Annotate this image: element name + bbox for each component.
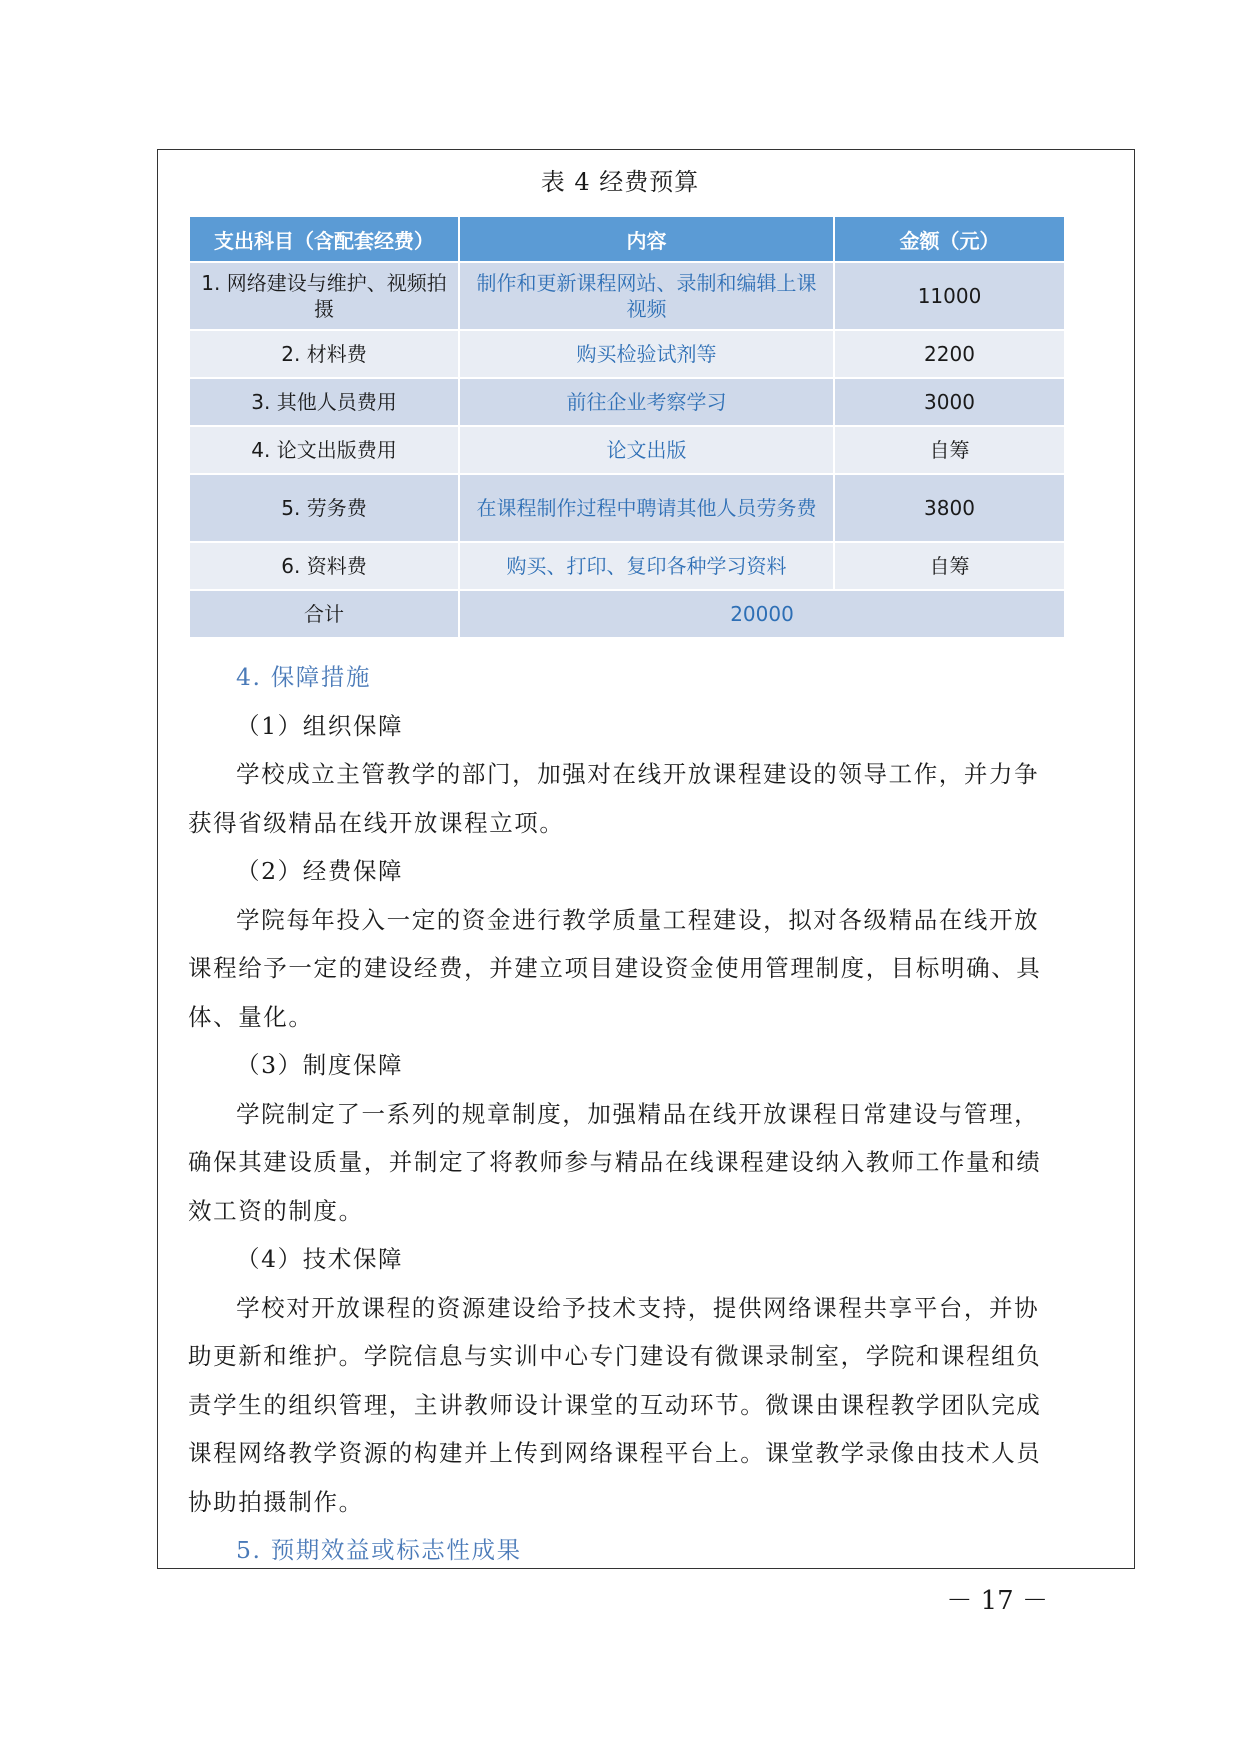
table-row — [189, 426, 1065, 474]
section-heading: 4. 保障措施 — [236, 663, 372, 691]
cell-content: 制作和更新课程网站、录制和编辑上课视频 — [459, 262, 834, 330]
cell-amount: 自筹 — [834, 426, 1065, 474]
table-caption: 表 4 经费预算 — [540, 168, 700, 196]
subsection-title: （4）技术保障 — [236, 1245, 404, 1273]
cell-item: 6. 资料费 — [189, 542, 459, 590]
cell-content: 论文出版 — [459, 426, 834, 474]
subsection-title: （1）组织保障 — [236, 711, 404, 740]
table-total-row — [189, 590, 1065, 638]
section-heading: 5. 预期效益或标志性成果 — [236, 1536, 522, 1564]
cell-item: 3. 其他人员费用 — [189, 378, 459, 426]
column-header-item: 支出科目（含配套经费） — [189, 216, 459, 262]
table-row — [189, 474, 1065, 542]
cell-content: 购买、打印、复印各种学习资料 — [459, 542, 834, 590]
table-header-row — [189, 216, 1065, 262]
cell-item: 2. 材料费 — [189, 330, 459, 378]
cell-item: 4. 论文出版费用 — [189, 426, 459, 474]
subsection-title: （3）制度保障 — [236, 1051, 404, 1079]
table-row — [189, 542, 1065, 590]
cell-item: 5. 劳务费 — [189, 474, 459, 542]
column-header-content: 内容 — [459, 216, 834, 262]
page-number: － 17 － — [946, 1586, 1048, 1616]
table-row — [189, 262, 1065, 330]
paragraph: 学院制定了一系列的规章制度，加强精品在线开放课程日常建设与管理，确保其建设质量，并制定了将教师参与精品在线课程建设纳入教师工作量和绩效工资的制度。 — [188, 1099, 1042, 1225]
total-label: 合计 — [189, 590, 459, 638]
budget-table — [188, 215, 1066, 639]
cell-content: 前往企业考察学习 — [459, 378, 834, 426]
cell-amount: 11000 — [834, 262, 1065, 330]
paragraph: 学院每年投入一定的资金进行教学质量工程建设，拟对各级精品在线开放课程给予一定的建设经费，并建立项目建设资金使用管理制度，目标明确、具体、量化。 — [188, 905, 1042, 1031]
table-row — [189, 378, 1065, 426]
cell-amount: 自筹 — [834, 542, 1065, 590]
paragraph: 学校成立主管教学的部门，加强对在线开放课程建设的领导工作，并力争获得省级精品在线开放课程立项。 — [188, 760, 1040, 837]
table-row — [189, 330, 1065, 378]
cell-amount: 3000 — [834, 378, 1065, 426]
paragraph: 学校对开放课程的资源建设给予技术支持，提供网络课程共享平台，并协助更新和维护。学院信息与实训中心专门建设有微课录制室，学院和课程组负责学生的组织管理，主讲教师设计课堂的互动环节。微课由课程教学团队完成课程网络教学资源的构建并上传到网络课程平台上。课堂教学录像由技术人员协助拍摄制作。 — [188, 1293, 1042, 1516]
cell-content: 购买检验试剂等 — [459, 330, 834, 378]
cell-amount: 3800 — [834, 474, 1065, 542]
total-value: 20000 — [459, 590, 1065, 638]
column-header-amount: 金额（元） — [834, 216, 1065, 262]
section-guarantee — [188, 653, 1048, 1575]
cell-item: 1. 网络建设与维护、视频拍摄 — [189, 262, 459, 330]
subsection-title: （2）经费保障 — [236, 857, 404, 885]
cell-content: 在课程制作过程中聘请其他人员劳务费 — [459, 474, 834, 542]
cell-amount: 2200 — [834, 330, 1065, 378]
